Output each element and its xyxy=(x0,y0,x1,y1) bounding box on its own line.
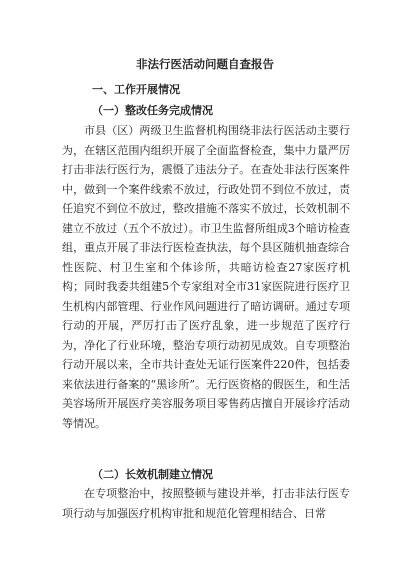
subsection-heading-1: （一）整改任务完成情况 xyxy=(92,104,213,117)
body-paragraph-1: 市县（区）两级卫生监督机构围绕非法行医活动主要行为，在辖区范围内组织开展了全面监督检查，集中力量严厉打击非法行医行为，震慑了违法分子。在查处非法行医案件中，做到一个案件线索不放过，行政处罚不到位不放过，责任追究不到位不放过，整改措施不落实不放过，长效机制不建立不放过（五个不放过）。市卫生监督所组成3个暗访检查组，重点开展了非法行医检查执法，每个县区随机抽查综合性医院、村卫生室和个体诊所，共暗访检查27家医疗机构；同时我委共组建5个专家组对全市31家医院进行医疗卫生机构内部管理、行业作风问题进行了暗访调研。通过专项行动的开展，严厉打击了医疗乱象，进一步规范了医疗行为，净化了行业环境，整治专项行动初见成效。自专项整治行动开展以来，全市共计查处无证行医案件220件，包括委来依法进行备案的“黑诊所”。无行医资格的假医生，和生活美容场所开展医疗美容服务项目零售药店擅自开展诊疗活动等情况。 xyxy=(62,124,350,430)
subsection-heading-2: （二）长效机制建立情况 xyxy=(92,468,213,481)
body-paragraph-2: 在专项整治中，按照整顿与建设并举，打击非法行医专项行动与加强医疗机构审批和规范化管理相结合、日常 xyxy=(62,487,350,520)
page-title: 非法行医活动问题自查报告 xyxy=(136,57,274,71)
section-heading: 一、工作开展情况 xyxy=(92,83,180,96)
